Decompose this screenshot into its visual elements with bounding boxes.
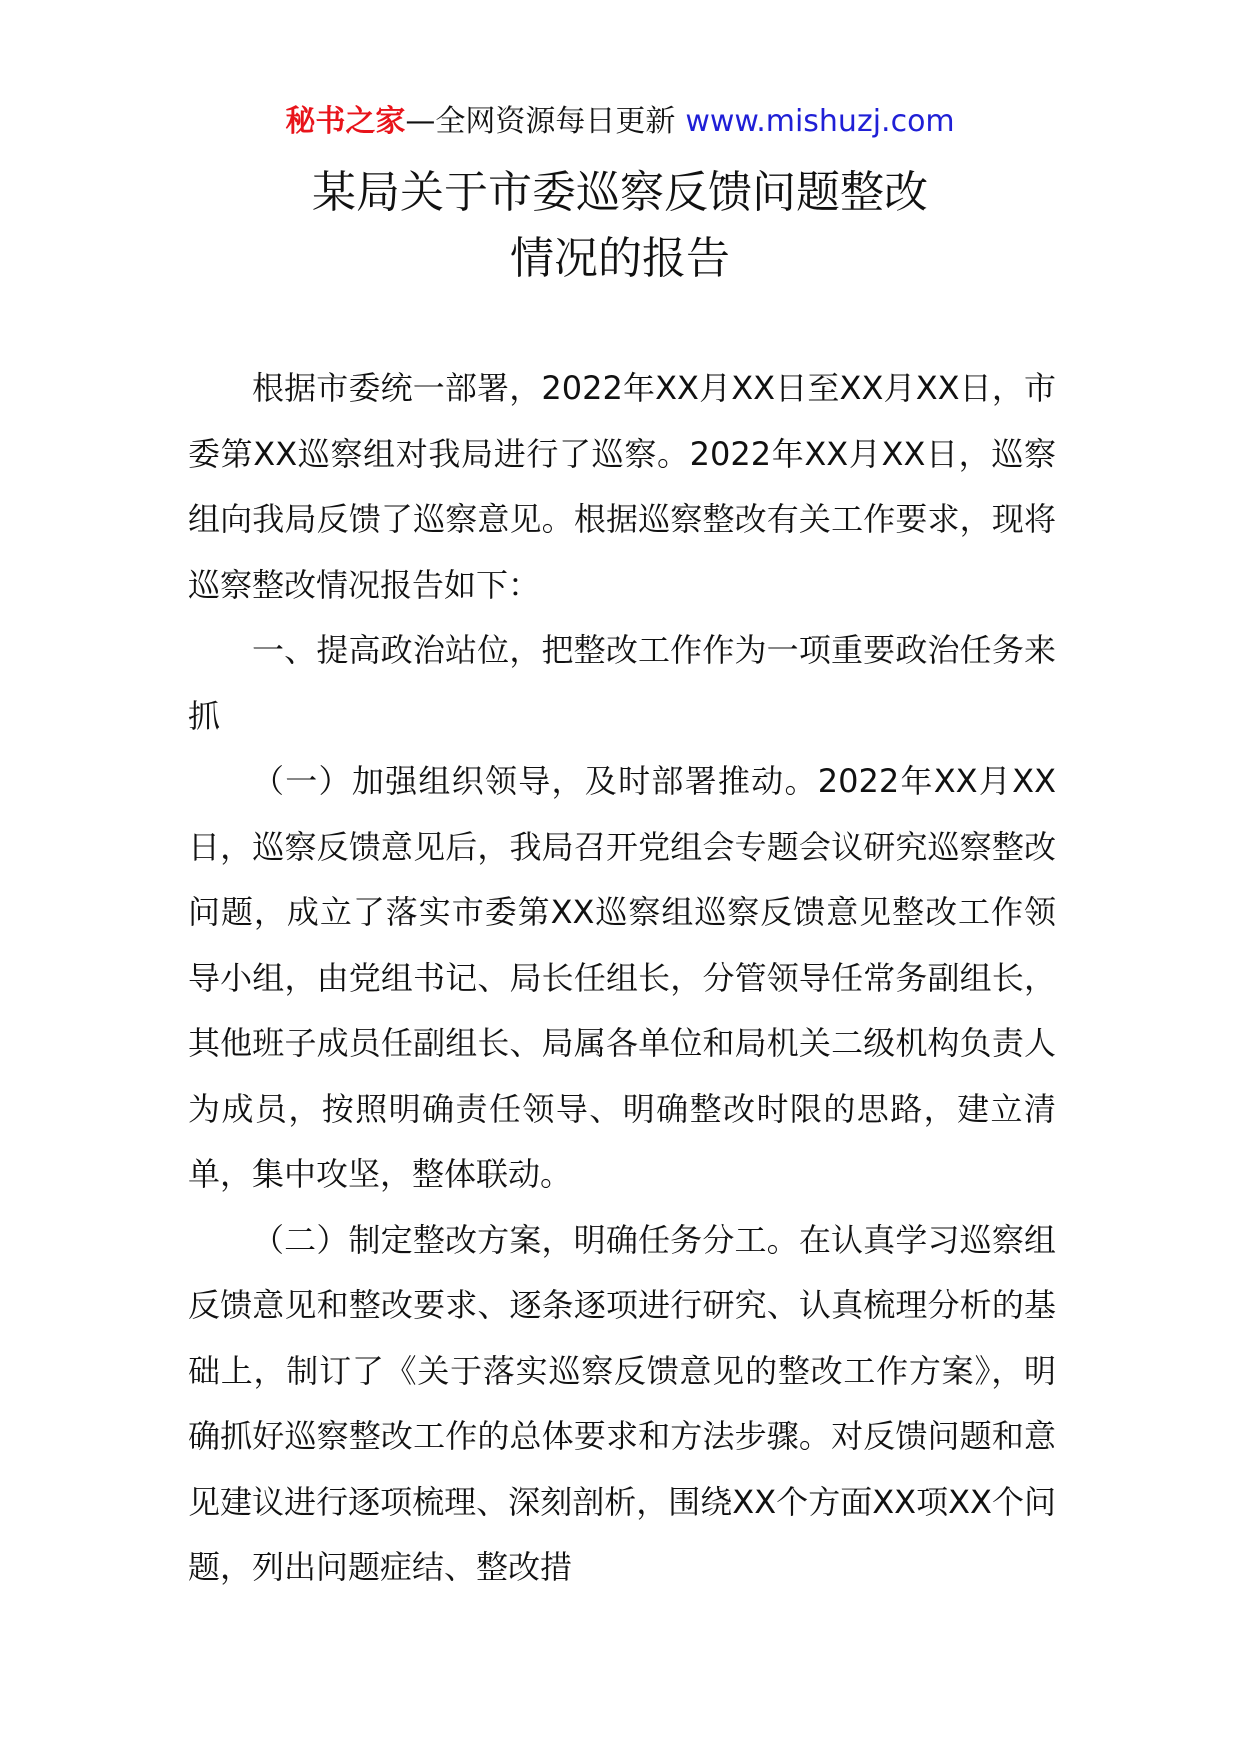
paragraph-subsection-2: （二）制定整改方案，明确任务分工。在认真学习巡察组反馈意见和整改要求、逐条逐项进行研究、认真梳理分析的基础上，制订了《关于落实巡察反馈意见的整改工作方案》，明确抓好巡察整改工作的总体要求和方法步骤。对反馈问题和意见建议进行逐项梳理、深刻剖析，围绕XX个方面XX项XX个问题，列出问题症结、整改措 <box>188 1220 1056 1586</box>
document-title <box>0 160 1240 292</box>
paragraph-intro: 根据市委统一部署，2022年XX月XX日至XX月XX日，市委第XX巡察组对我局进行了巡察。2022年XX月XX日，巡察组向我局反馈了巡察意见。根据巡察整改有关工作要求，现将巡察整改情况报告如下： <box>188 369 1056 604</box>
site-url[interactable]: www.mishuzj.com <box>685 104 955 139</box>
title-line-1: 某局关于市委巡察反馈问题整改 <box>312 167 928 218</box>
paragraph-subsection-1: （一）加强组织领导，及时部署推动。2022年XX月XX日，巡察反馈意见后，我局召开党组会专题会议研究巡察整改问题，成立了落实市委第XX巡察组巡察反馈意见整改工作领导小组，由党组书记、局长任组长，分管领导任常务副组长，其他班子成员任副组长、局属各单位和局机关二级机构负责人为成员，按照明确责任领导、明确整改时限的思路，建立清单，集中攻坚，整体联动。 <box>188 762 1056 1193</box>
title-line-2: 情况的报告 <box>510 233 730 284</box>
site-header <box>0 100 1240 144</box>
brand-name: 秘书之家 <box>285 104 406 139</box>
section-heading-1: 一、提高政治站位，把整改工作作为一项重要政治任务来抓 <box>188 631 1056 735</box>
header-tagline: —全网资源每日更新 <box>405 104 676 139</box>
document-body <box>188 356 1056 1601</box>
